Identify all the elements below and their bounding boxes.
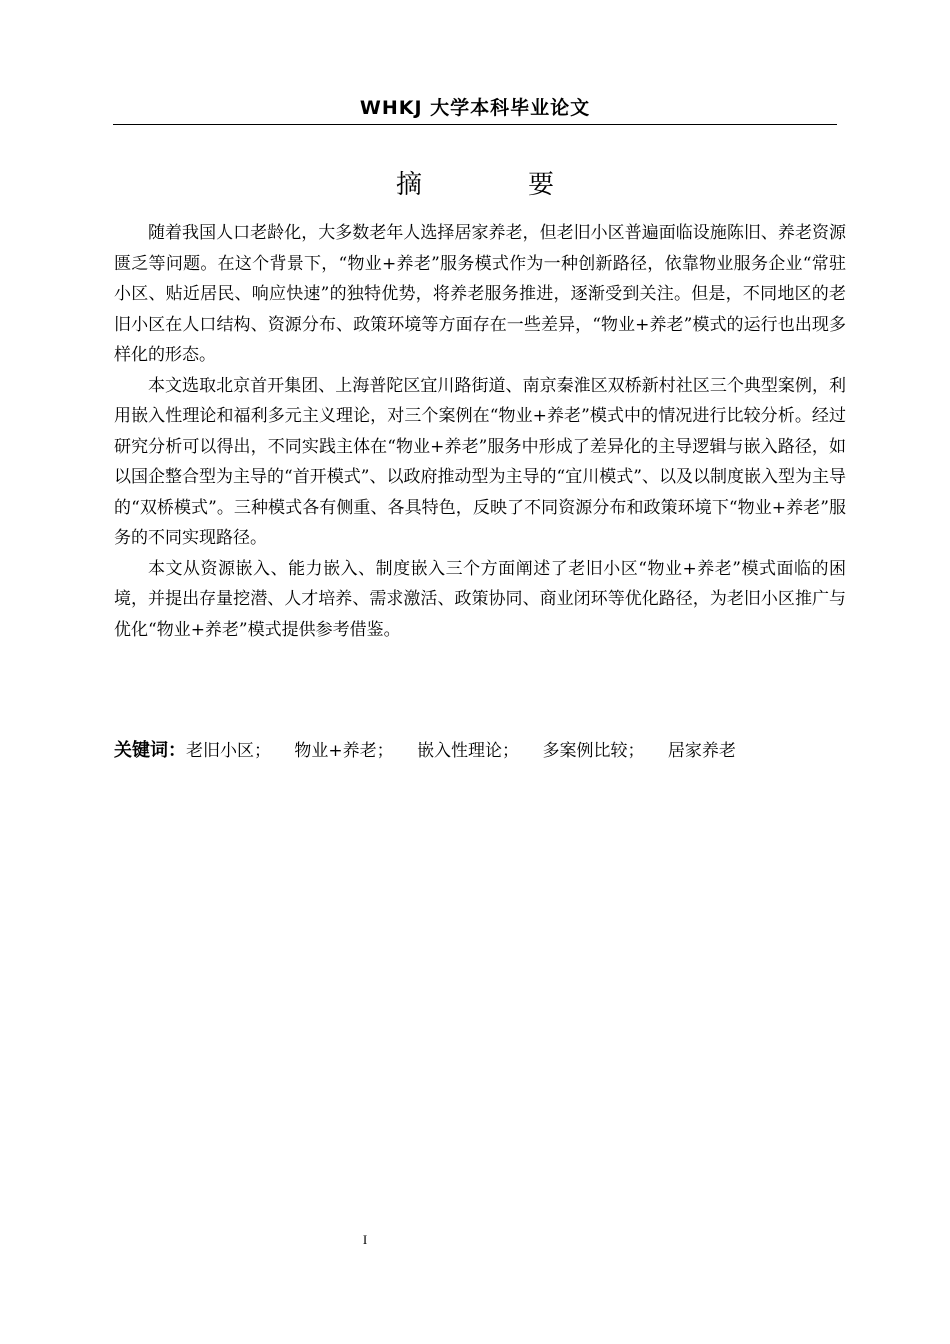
- keyword-item: 物业+养老；: [294, 741, 394, 761]
- keyword-item: 嵌入性理论；: [417, 741, 520, 761]
- keywords-line: [114, 736, 846, 766]
- keyword-item: 老旧小区；: [186, 741, 271, 761]
- abstract-title: 摘 要: [395, 170, 594, 200]
- running-header: WHKJ 大学本科毕业论文: [359, 97, 591, 119]
- abstract-body: [114, 218, 846, 645]
- abstract-paragraph-1: 随着我国人口老龄化，大多数老年人选择居家养老，但老旧小区普遍面临设施陈旧、养老资源匮乏等问题。在这个背景下，“物业+养老”服务模式作为一种创新路径，依靠物业服务企业“常驻小区、贴近居民、响应快速”的独特优势，将养老服务推进，逐渐受到关注。但是，不同地区的老旧小区在人口结构、资源分布、政策环境等方面存在一些差异，“物业+养老”模式的运行也出现多样化的形态。: [114, 223, 846, 365]
- keyword-item: 居家养老: [667, 741, 736, 761]
- header-divider: [113, 124, 837, 125]
- keywords-label: 关键词：: [114, 740, 186, 761]
- abstract-paragraph-3: 本文从资源嵌入、能力嵌入、制度嵌入三个方面阐述了老旧小区“物业+养老”模式面临的困境，并提出存量挖潜、人才培养、需求激活、政策协同、商业闭环等优化路径，为老旧小区推广与优化“物业+养老”模式提供参考借鉴。: [114, 558, 846, 640]
- abstract-paragraph-2: 本文选取北京首开集团、上海普陀区宜川路街道、南京秦淮区双桥新村社区三个典型案例，利用嵌入性理论和福利多元主义理论，对三个案例在“物业+养老”模式中的情况进行比较分析。经过研究分析可以得出，不同实践主体在“物业+养老”服务中形成了差异化的主导逻辑与嵌入路径，如以国企整合型为主导的“首开模式”、以政府推动型为主导的“宜川模式”、以及以制度嵌入型为主导的“双桥模式”。三种模式各有侧重、各具特色，反映了不同资源分布和政策环境下“物业+养老”服务的不同实现路径。: [114, 375, 846, 548]
- keyword-item: 多案例比较；: [542, 741, 645, 761]
- page-number: I: [362, 1232, 368, 1247]
